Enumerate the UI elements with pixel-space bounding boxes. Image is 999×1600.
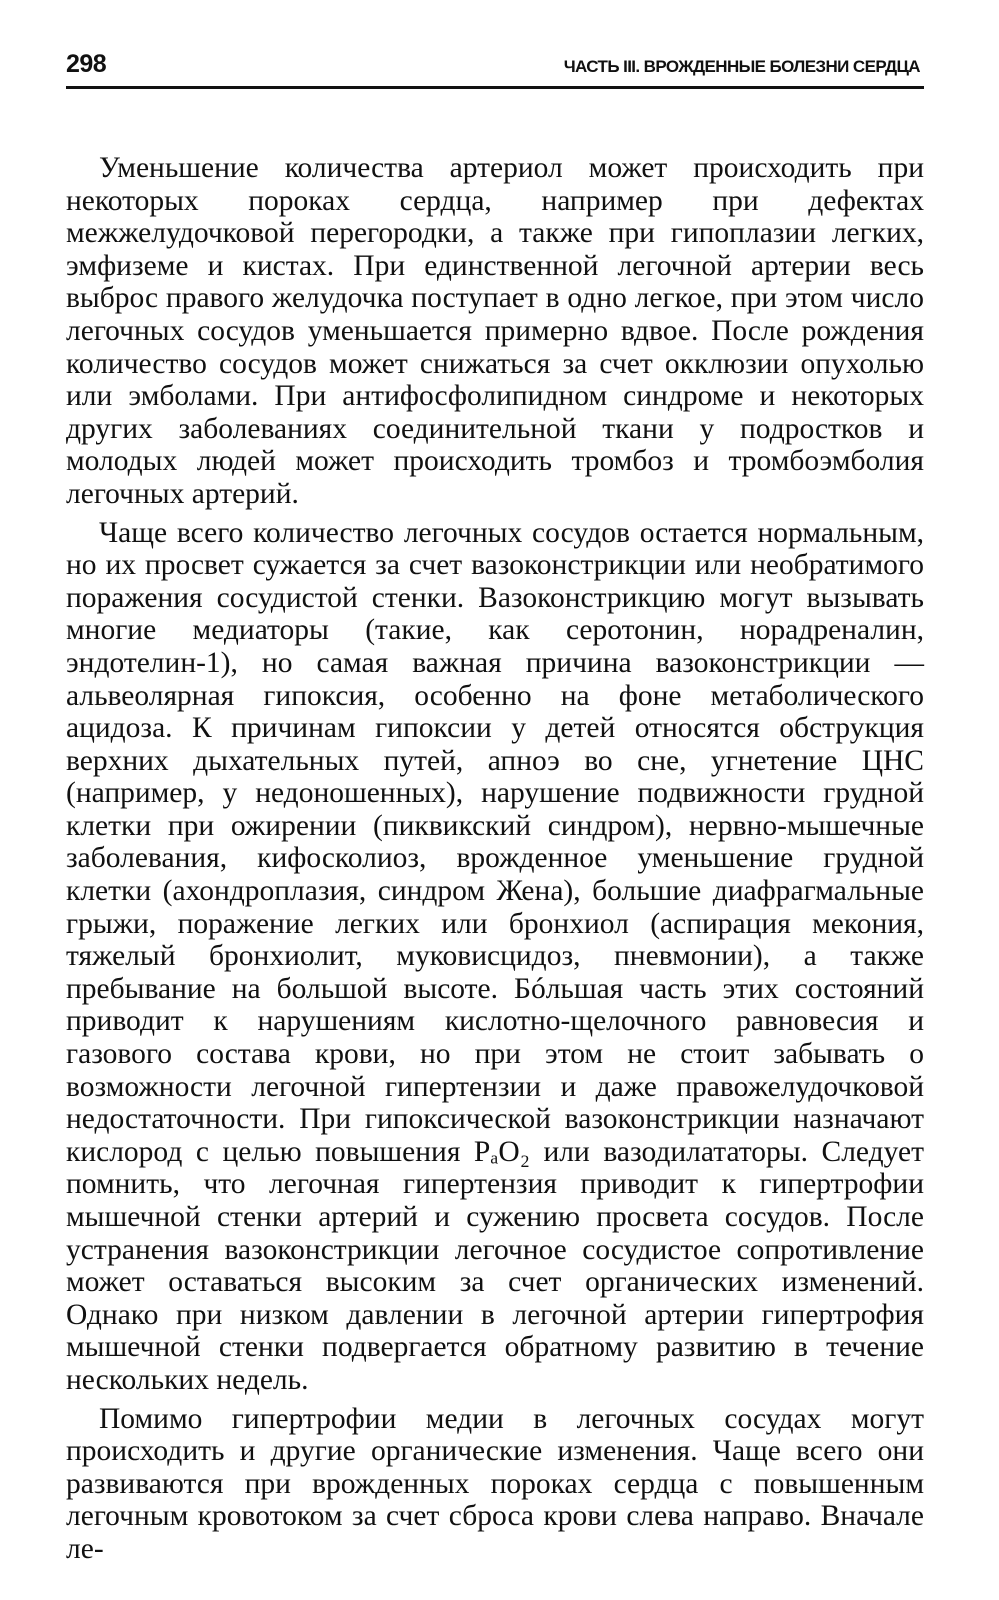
book-page bbox=[66, 0, 924, 1600]
paragraph: Чаще всего количество легочных сосудов остается нормальным, но их просвет сужается за счет вазоконстрикции или необратимого поражения сосудистой стенки. Вазоконстрикцию могут вызывать многие медиаторы (такие, как серотонин, норадреналин, эндотелин-1), но самая важная причина вазоконстрикции — альвеолярная гипоксия, особенно на фоне метаболического ацидоза. К причинам гипоксии у детей относятся обструкция верхних дыхательных путей, апноэ во сне, угнетение ЦНС (например, у недоношенных), нарушение подвижности грудной клетки при ожирении (пиквикский синдром), нервно-мышечные заболевания, кифосколиоз, врожденное уменьшение грудной клетки (ахондроплазия, синдром Жена), большие диафрагмальные грыжи, поражение легких или бронхиол (аспирация мекония, тяжелый бронхиолит, муковисцидоз, пневмонии), а также пребывание на большой высоте. Бóльшая часть этих состояний приводит к нарушениям кислотно-щелочного равновесия и газового состава крови, но при этом не стоит забывать о возможности легочной гипертензии и даже правожелудочковой недостаточности. При гипоксической вазоконстрикции назначают кислород с целью повышения PₐO₂ или вазодилататоры. Следует помнить, что легочная гипертензия приводит к гипертрофии мышечной стенки артерий и сужению просвета сосудов. После устранения вазоконстрикции легочное сосудистое сопротивление может оставаться высоким за счет органических изменений. Однако при низком давлении в легочной артерии гипертрофия мышечной стенки подвергается обратному развитию в течение нескольких недель. bbox=[66, 516, 924, 1396]
page-header bbox=[66, 46, 924, 89]
running-head: ЧАСТЬ III. ВРОЖДЕННЫЕ БОЛЕЗНИ СЕРДЦА bbox=[563, 57, 920, 76]
paragraph: Помимо гипертрофии медии в легочных сосудах могут происходить и другие органические изменения. Чаще всего они развиваются при врожденных пороках сердца с повышенным легочным кровотоком за счет сброса крови слева направо. Вначале ле- bbox=[66, 1402, 924, 1565]
paragraph: Уменьшение количества артериол может происходить при некоторых пороках сердца, например при дефектах межжелудочковой перегородки, а также при гипоплазии легких, эмфиземе и кистах. При единственной легочной артерии весь выброс правого желудочка поступает в одно легкое, при этом число легочных сосудов уменьшается примерно вдвое. После рождения количество сосудов может снижаться за счет окклюзии опухолью или эмболами. При антифосфолипидном синдроме и некоторых других заболеваниях соединительной ткани у подростков и молодых людей может происходить тромбоз и тромбоэмболия легочных артерий. bbox=[66, 152, 924, 510]
body-text bbox=[66, 152, 924, 1566]
page-number: 298 bbox=[66, 50, 107, 78]
